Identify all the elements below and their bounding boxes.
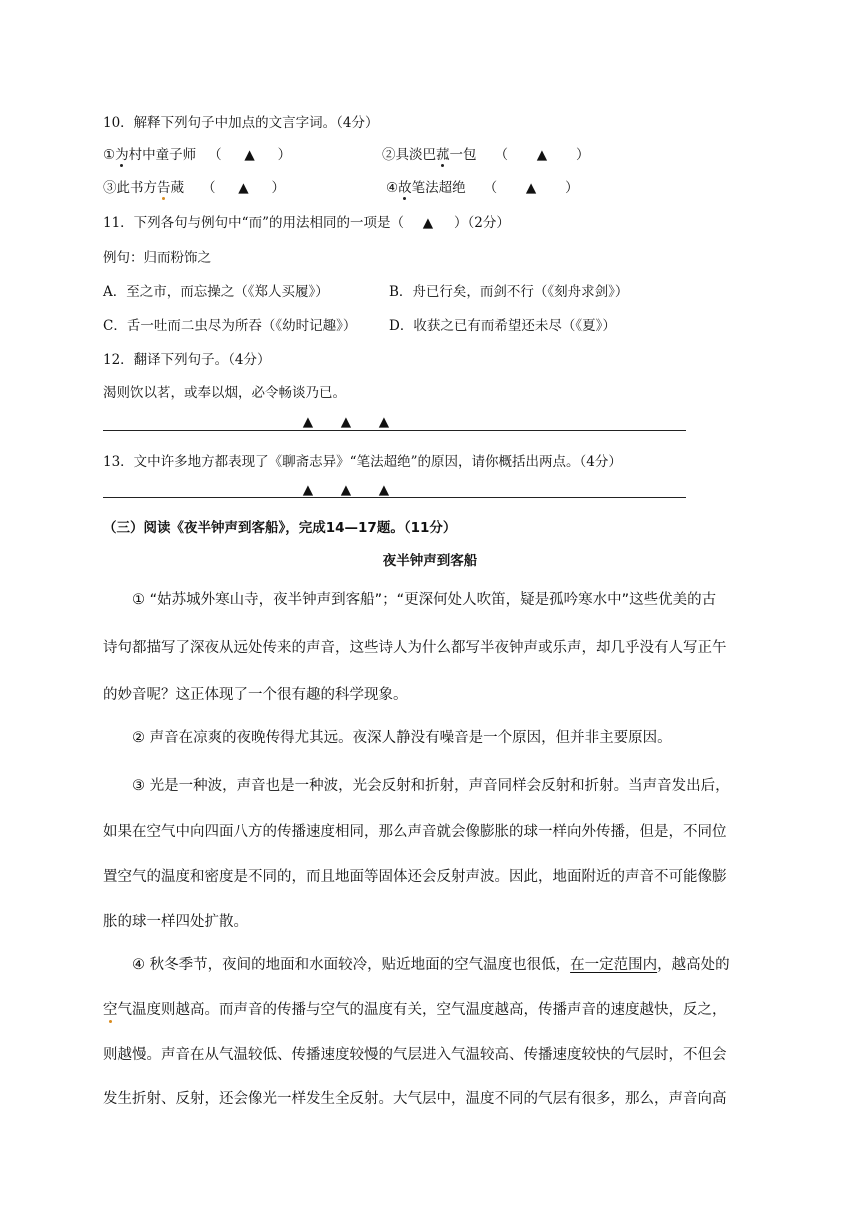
section3-heading: （三）阅读《夜半钟声到客船》，完成14—17题。（11分） [103,520,457,536]
article-line: 发生折射、反射，还会像光一样发生全反射。大气层中，温度不同的气层有很多，那么，声音向高 [103,1091,727,1107]
article-line: 空气温度则越高。而声音的传播与空气的温度有关，空气温度越高，传播声音的速度越快，反之， [103,998,727,1019]
article-line: 胀的球一样四处扩散。 [103,914,248,930]
q11-option-b: B．舟已行矣，而剑不行（《刻舟求剑》） [389,284,629,300]
answer-line [103,497,686,498]
article-line: 的妙音呢？这正体现了一个很有趣的科学现象。 [103,687,408,703]
q10-item-3: ③此书方告蒇 （ ▲ ） [103,176,285,196]
underlined-phrase: 在一定范围内 [570,957,658,973]
article-line: ② 声音在凉爽的夜晚传得尤其远。夜深人静没有噪音是一个原因，但并非主要原因。 [132,730,672,746]
answer-mark: ▲ [238,180,249,196]
answer-mark: ▲ [378,482,390,498]
article-line: 如果在空气中向四面八方的传播速度相同，那么声音就会像膨胀的球一样向外传播，但是，不同位 [103,824,727,840]
q10-title: 10．解释下列句子中加点的文言字词。（4分） [103,115,379,131]
answer-line [103,430,686,431]
dotted-char: 故 [398,176,412,196]
q10-item-1: ①为村中童子师 （ ▲ ） [103,143,291,163]
q12-title: 12．翻译下列句子。（4分） [103,352,271,368]
q11-option-c: C．舌一吐而二虫尽为所吞（《幼时记趣》） [103,318,357,334]
article-line: 则越慢。声音在从气温较低、传播速度较慢的气层进入气温较高、传播速度较快的气层时，不但会 [103,1047,727,1063]
answer-mark: ▲ [536,147,548,163]
article-line: 置空气的温度和密度是不同的，而且地面等固体还会反射声波。因此，地面附近的声音不可能像膨 [103,869,727,885]
q13-answer-marks [296,482,396,498]
answer-mark: ▲ [378,414,390,430]
answer-mark: ▲ [302,414,314,430]
article-line: ③ 光是一种波，声音也是一种波，光会反射和折射，声音同样会反射和折射。当声音发出后， [132,778,730,794]
q11-option-d: D．收获之已有而希望还未尽（《夏》） [389,318,616,334]
q11-option-a: A．至之市，而忘操之（《郑人买履》） [103,284,329,300]
article-line: 诗句都描写了深夜从远处传来的声音，这些诗人为什么都写半夜钟声或乐声，却几乎没有人写正午 [103,640,727,656]
q13-title: 13．文中许多地方都表现了《聊斋志异》“笔法超绝”的原因，请你概括出两点。（4分） [103,454,622,470]
article-line: ① “姑苏城外寒山寺，夜半钟声到客船”；“更深何处人吹笛，疑是孤吟寒水中”这些优美的古 [132,592,717,608]
answer-mark: ▲ [244,147,255,163]
q11-example: 例句：归而粉饰之 [103,250,211,266]
answer-mark: ▲ [340,414,352,430]
dotted-char: 告 [157,176,171,196]
answer-mark: ▲ [422,215,434,231]
answer-mark: ▲ [302,482,314,498]
q12-answer-marks [296,414,396,430]
dotted-char: 空 [103,998,118,1019]
q10-item-2: ②具淡巴菰一包 （ ▲ ） [382,143,590,163]
article-line: ④ 秋冬季节，夜间的地面和水面较冷，贴近地面的空气温度也很低，在一定范围内，越高处的 [132,957,730,973]
q12-sentence: 渴则饮以茗，或奉以烟，必令畅谈乃已。 [103,385,346,401]
dotted-char: 菰 [436,143,450,163]
q11-stem: 11．下列各句与例句中“而”的用法相同的一项是（ ▲ ）（2分） [103,215,510,231]
answer-mark: ▲ [340,482,352,498]
article-title: 夜半钟声到客船 [382,553,478,569]
q10-item-4: ④故笔法超绝 （ ▲ ） [386,176,579,196]
answer-mark: ▲ [525,180,537,196]
dotted-char: 为 [115,143,129,163]
